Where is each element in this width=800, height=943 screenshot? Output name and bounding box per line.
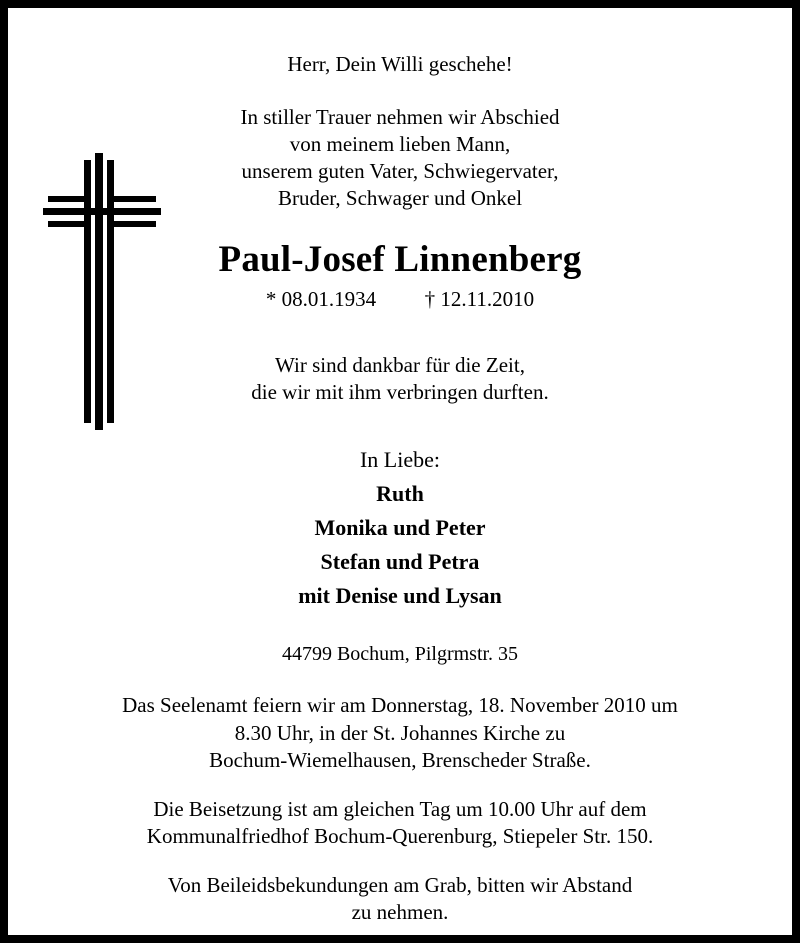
thanks-block [56,352,744,406]
service-line: Bochum-Wiemelhausen, Brenscheder Straße. [209,747,591,772]
survivor-name: Ruth [376,481,424,507]
service-line: 8.30 Uhr, in der St. Johannes Kirche zu [234,720,566,745]
death-date: 12.11.2010 [440,286,535,311]
service-line: Das Seelenamt feiern wir am Donnerstag, 18. November 2010 um [122,693,678,718]
verse-block [56,51,744,78]
birth-symbol: * [265,286,277,311]
deceased-name: Paul-Josef Linnenberg [218,239,582,281]
intro-line: von meinem lieben Mann, [289,132,511,157]
service-block [56,692,744,773]
love-intro-label: In Liebe: [359,446,441,472]
family-address: 44799 Bochum, Pilgrmstr. 35 [281,643,519,666]
request-line: Von Beileidsbekundungen am Grab, bitten wir Abstand [167,872,633,897]
birth-date: 08.01.1934 [281,286,377,311]
burial-line: Kommunalfriedhof Bochum-Querenburg, Stiepeler Str. 150. [146,823,654,848]
request-line: zu nehmen. [351,899,449,924]
notice-inner-panel [8,8,792,935]
burial-line: Die Beisetzung ist am gleichen Tag um 10.00 Uhr auf dem [153,796,647,821]
life-dates [56,287,744,312]
burial-block [56,796,744,850]
survivors-block [56,443,744,613]
survivor-name: mit Denise und Lysan [298,583,502,609]
thanks-line: die wir mit ihm verbringen durften. [251,379,549,404]
thanks-line: Wir sind dankbar für die Zeit, [275,352,525,377]
verse-line: Herr, Dein Willi geschehe! [287,52,513,76]
intro-line: Bruder, Schwager und Onkel [277,186,523,211]
condolence-request-block [56,872,744,926]
survivor-name: Monika und Peter [314,515,486,541]
intro-block [56,104,744,212]
survivor-name: Stefan und Petra [320,549,480,575]
death-symbol: † [424,286,436,311]
notice-text-column [56,8,744,926]
intro-line: In stiller Trauer nehmen wir Abschied [240,105,560,130]
intro-line: unserem guten Vater, Schwiegervater, [241,159,559,184]
